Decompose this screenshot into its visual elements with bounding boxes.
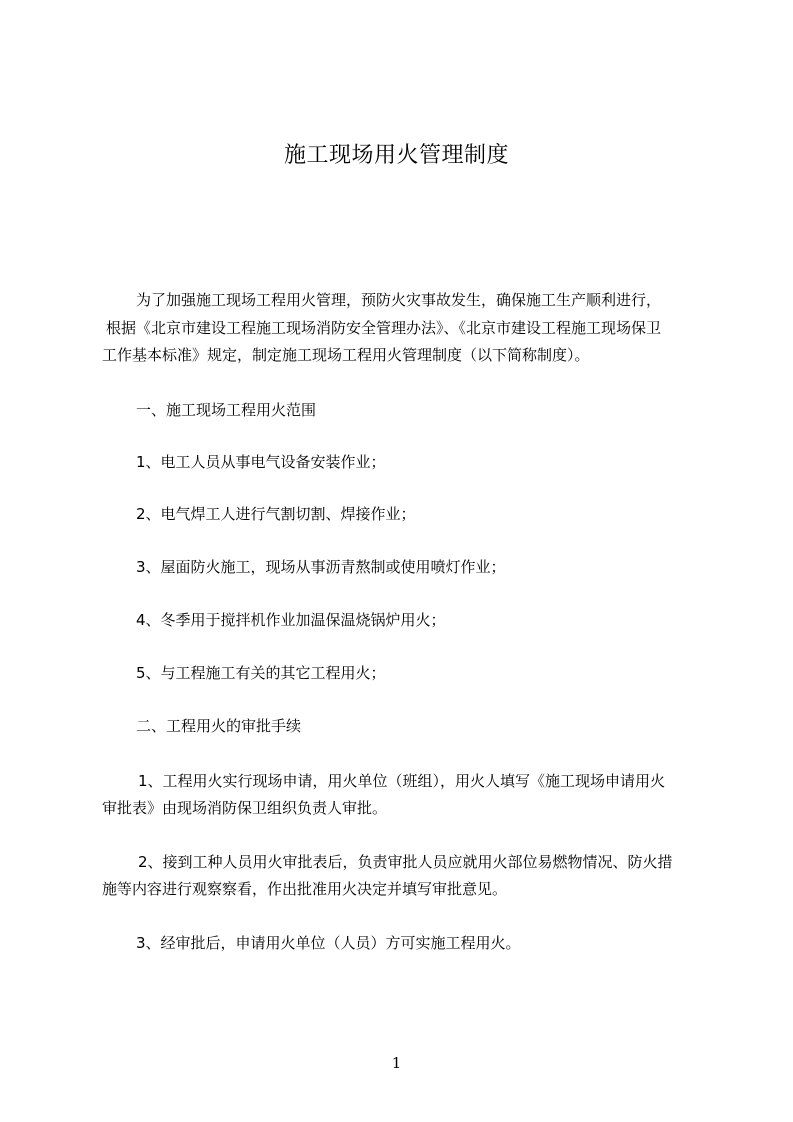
section-2-item-2-line-2: 施等内容进行观察察看，作出批准用火决定并填写审批意见。 bbox=[102, 880, 508, 898]
section-1-item-2: 2、电气焊工人进行气割切割、焊接作业； bbox=[136, 505, 416, 523]
intro-line-1: 为了加强施工现场工程用火管理，预防火灾事故发生，确保施工生产顺利进行， bbox=[136, 291, 662, 309]
section-1-item-4: 4、冬季用于搅拌机作业加温保温烧锅炉用火； bbox=[136, 611, 446, 629]
section-2-item-3: 3、经审批后，申请用火单位（人员）方可实施工程用火。 bbox=[136, 934, 521, 952]
section-2-item-1-line-2: 审批表》由现场消防保卫组织负责人审批。 bbox=[102, 799, 388, 817]
intro-line-3: 工作基本标准》规定，制定施工现场工程用火管理制度（以下简称制度）。 bbox=[102, 346, 590, 364]
intro-line-2: 根据《北京市建设工程施工现场消防安全管理办法》、《北京市建设工程施工现场保卫 bbox=[106, 319, 662, 337]
section-2-heading: 二、工程用火的审批手续 bbox=[136, 717, 302, 735]
section-1-item-1: 1、电工人员从事电气设备安装作业； bbox=[136, 453, 386, 471]
section-1-item-5: 5、与工程施工有关的其它工程用火； bbox=[136, 664, 386, 682]
section-2-item-1-line-1: 1、工程用火实行现场申请，用火单位（班组），用火人填写《施工现场申请用火 bbox=[138, 772, 666, 790]
section-1-heading: 一、施工现场工程用火范围 bbox=[136, 401, 317, 419]
section-2-item-2-line-1: 2、接到工种人员用火审批表后，负责审批人员应就用火部位易燃物情况、防火措 bbox=[138, 853, 673, 871]
section-1-item-3: 3、屋面防火施工，现场从事沥青熬制或使用喷灯作业； bbox=[136, 558, 506, 576]
document-title: 施工现场用火管理制度 bbox=[283, 143, 509, 168]
page-number: 1 bbox=[391, 1054, 402, 1072]
